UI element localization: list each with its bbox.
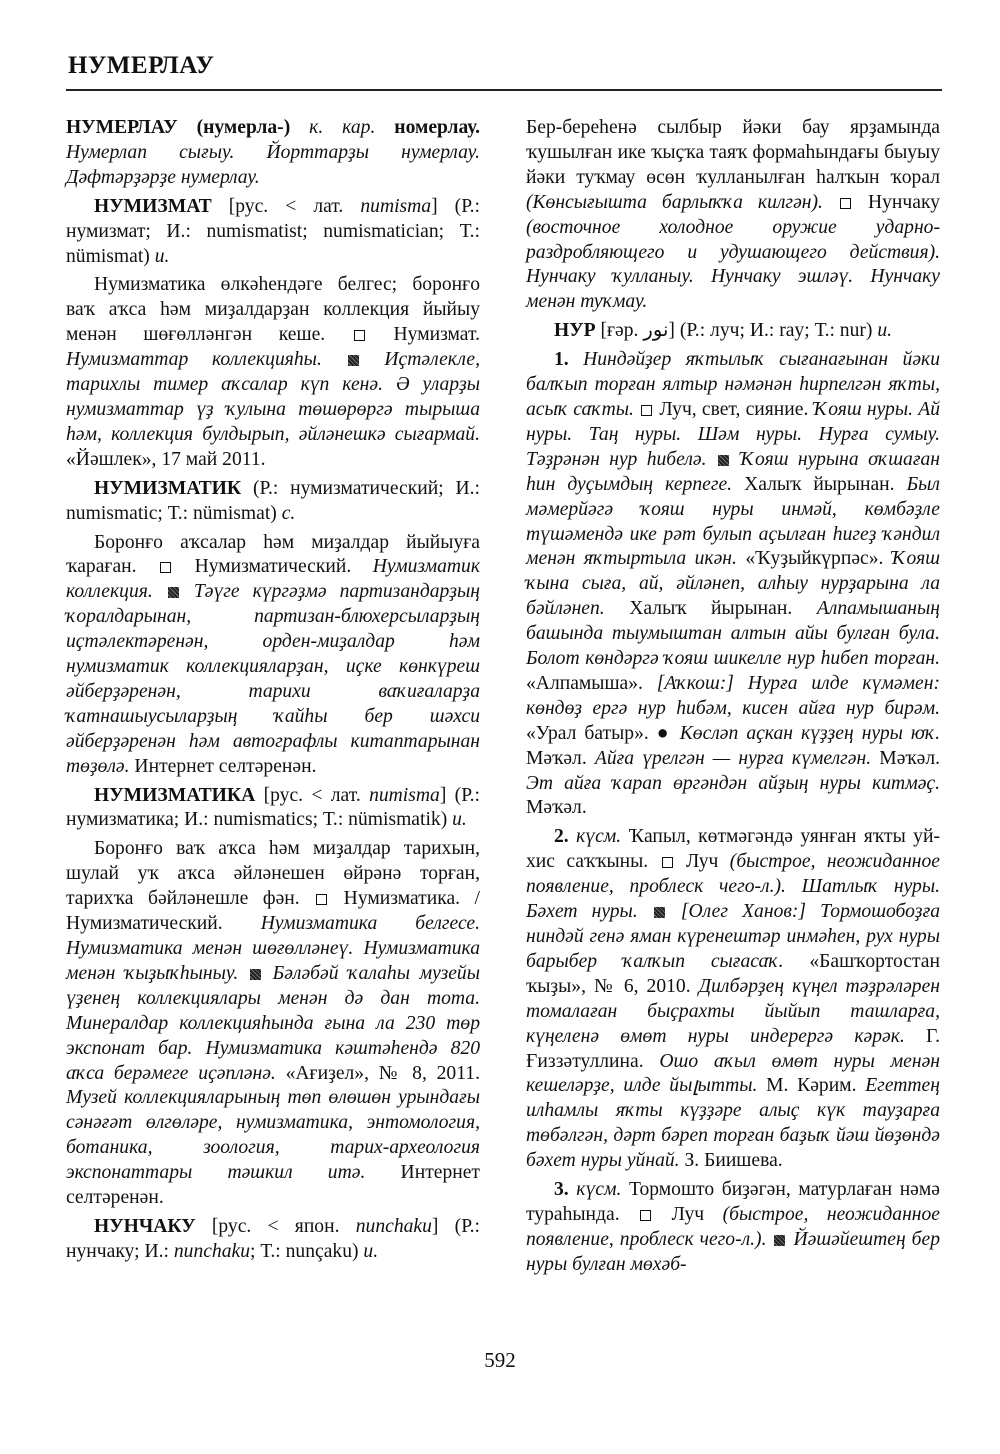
translation: Нумизматический.	[173, 556, 373, 578]
translation: Нумизматика. / Нумизматический.	[66, 888, 480, 935]
citation: Ҡояш ҡына сыға, ай, әйләнеп, алһыу нурҙарына ла бәйләнеп.	[526, 548, 940, 620]
definition-text: Боронғо ваҡ аҡса һәм миҙалдар тарихын, шулай уҡ аҡса әйләнешен өйрәнә торған, тарихҡа бәйләнешле фән.	[66, 838, 480, 910]
open-square-icon	[160, 562, 171, 573]
source: «Урал батыр».	[526, 722, 657, 744]
sense-number: 3.	[554, 1179, 569, 1201]
sense-2	[526, 825, 940, 1174]
source: Халыҡ йырынан.	[732, 473, 907, 495]
entry-numizmatika	[66, 784, 480, 834]
definition	[526, 116, 940, 315]
headword: НУНЧАКУ	[94, 1215, 196, 1237]
source: «Башҡортостан ҡыҙы», № 6, 2010.	[526, 950, 940, 997]
example: (быстрое, неожиданное появление, проблеск чего-л.). Шатлыҡ нуры. Бәхет нуры.	[526, 851, 940, 923]
usage-label: күсм.	[568, 826, 622, 848]
open-square-icon	[316, 894, 327, 905]
citation: Ошо аҡыл өмөт нуры менән кешеләрҙе, илде йыլытты.	[526, 1050, 940, 1097]
source: Мәҡәл.	[526, 797, 587, 819]
proverb: Эт айға ҡарап өргәндән айҙың нуры китмәҫ.	[526, 772, 940, 794]
entry-numizmatik	[66, 477, 480, 527]
source: Г. Ғиззәтуллина.	[526, 1025, 940, 1072]
entry-text: (нумерла-)	[177, 117, 310, 138]
source: З. Биишева.	[679, 1150, 783, 1172]
proverb: Көсләп аҫкан күҙҙең нуры юҡ.	[671, 722, 940, 744]
citation: Ҡояш нурына оҡшаған һин дуҫымдың керпеге.	[526, 448, 940, 495]
bullet-icon: ●	[656, 722, 672, 744]
citation-square-icon	[718, 455, 729, 466]
headword: НУМИЗМАТ	[94, 195, 212, 217]
grammar-label: к. кар.	[309, 117, 376, 138]
source: «Йәшлек», 17 май 2011.	[66, 448, 266, 470]
source: Интернет селтәренән.	[129, 755, 317, 777]
etymon: nunchaku	[355, 1215, 432, 1237]
entry-nunchaku	[66, 1215, 480, 1265]
definition	[66, 837, 480, 1211]
citation: [Аҡкош:] Нурға илде күмәмен: көндөҙ ергә нур һибәм, кисен айға нур бирәм.	[526, 672, 940, 719]
example: (быстрое, неожиданное появление, проблеск чего-л.).	[526, 1203, 941, 1250]
etymon: nunchaku	[173, 1240, 251, 1262]
definition-text: Нумизматика өлкәһендәге белгес; боронғо ваҡ аҡса һәм миҙалдарҙан коллекция йыйыу менән шөғөлләнгән кеше.	[66, 274, 480, 346]
citation: Иҫтәлекле, тарихлы тимер аҡсалар күп кенә. Ә уларҙы нумизматтар үҙ ҡулына төшөрөргә тырыша һәм, коллекция булдырып, әйләнешкә сығармай.	[66, 349, 480, 445]
right-column	[526, 116, 940, 1282]
open-square-icon	[662, 857, 673, 868]
etymon: numisma	[360, 195, 432, 217]
left-column	[66, 116, 480, 1269]
citation-square-icon	[654, 907, 665, 918]
example: (восточное холодное оружие ударно-раздробляющего и удушающего действия). Нунчаку ҡулланыу. Нунчаку эшләү. Нунчаку менән туҡмау.	[526, 216, 940, 313]
headword: НУМЕРЛАУ	[66, 117, 178, 138]
citation: Тәүге күргәҙмә партизандарҙың ҡоралдарынан, партизан-блюхерсыларҙың иҫтәлектәренән, орден-миҙалдар һәм нумизматик коллекцияларҙан, иҫке көнкүреш әйберҙәренән, тарихи ваҡиғаларҙа ҡатнашыусыларҙың ҡайһы бер шәхси әйберҙәренән һәм автографлы китаптарынан төҙөлә.	[66, 581, 480, 777]
citation: Был мәмерйәгә ҡояш нуры инмәй, көмбәҙле түшәмендә ике рәт булып аҫылған һигеҙ ҡәндил менән яҡтыртыла икән.	[526, 473, 940, 570]
source: «Ағиҙел», № 8, 2011.	[275, 1062, 480, 1084]
sense-1	[526, 348, 940, 821]
entry-numerlau	[66, 116, 480, 191]
citation-square-icon	[348, 355, 359, 366]
open-square-icon	[840, 198, 851, 209]
definition-text: Боронғо аҡсалар һәм миҙалдар йыйыуға ҡараған.	[66, 531, 480, 578]
headword: НУМИЗМАТИК	[94, 477, 242, 499]
translation: Нумизмат.	[366, 324, 480, 346]
citation: Бәләбәй ҡалаһы музейы үҙенең коллекциялары менән дә дан тота. Минералдар коллекцияһында ғына ла 230 төр экспонат бар. Нумизматика кәштәһендә 820 аҡса берәмеге иҫәпләнә.	[66, 962, 480, 1084]
entry-nur	[526, 319, 940, 344]
entry-text: ] (Р.: нумизматика; И.: numismatics; Т.: nümismatik)	[66, 784, 480, 831]
page-number: 592	[484, 1348, 516, 1372]
definition	[66, 273, 480, 472]
example: Нумизматтар коллекцияһы.	[66, 349, 322, 371]
grammar-label: с.	[281, 502, 296, 524]
citation: Егеттең илһамлы яҡты күҙҙәре алыҫ күк тауҙарға төбәлгән, дәрт бәреп торған баҙыҡ йәш йөҙөндә бәхет нуры уйнай.	[526, 1075, 940, 1172]
headword: НУМИЗМАТИКА	[94, 784, 256, 806]
grammar-label: и.	[154, 245, 170, 267]
example: Ҡояш нуры. Ай нуры. Таң нуры. Шәм нуры. Нурға сумыу. Тәҙрәнән нур һибелә.	[526, 398, 940, 470]
translation: Нунчаку	[852, 191, 940, 213]
citation-square-icon	[168, 587, 179, 598]
sense-number: 2.	[554, 826, 569, 848]
etymon: numisma	[369, 784, 440, 806]
citation-square-icon	[774, 1235, 785, 1246]
definition	[66, 531, 480, 780]
translation: Луч	[653, 1203, 723, 1225]
citation: Дилбәрҙең күңел тәҙрәләрен томалаған быҫрахты йыйып ташларға, күңеленә өмөт нуры индерергә кәрәк.	[526, 975, 940, 1047]
definition-text: Ҡапыл, көтмәгәндә уянған яҡты уй-хис саҡҡыны.	[526, 826, 940, 873]
citation: [Олег Ханов:] Тормошобоҙға ниндәй генә яман күренештәр инмәһен, рух нуры барыбер ҡалҡып сығасаҡ.	[526, 901, 941, 972]
citation: Алпамышаның башында тыумыштан алтын айы булған була. Болот көндәргә ҡояш шикелле нур һибеп торған.	[526, 598, 940, 670]
entry-text: [рус. < лат.	[211, 195, 361, 217]
entry-text: ] (Р.: нумизмат; И.: numismatist; numismatician; Т.: nümismat)	[66, 195, 480, 267]
source: Халыҡ йырынан.	[604, 598, 817, 620]
entry-text: [рус. < япон.	[195, 1215, 356, 1237]
citation-square-icon	[250, 969, 261, 980]
citation: Йәшәйештең бер нуры булған мөхәб-	[526, 1228, 940, 1275]
source: Мәҡәл.	[871, 747, 941, 769]
open-square-icon	[641, 405, 652, 416]
open-square-icon	[354, 330, 365, 341]
source: «Ҡуҙыйкүрпәс».	[736, 548, 892, 570]
open-square-icon	[640, 1210, 651, 1221]
source: М. Кәрим.	[757, 1075, 866, 1097]
translation: Луч, свет, сияние.	[654, 398, 814, 420]
grammar-label: и.	[877, 320, 893, 342]
definition-text: Бер-береһенә сылбыр йәки бау ярҙамында ҡушылған ике ҡыҫҡа таяҡ формаһындағы быуыу йәки туҡмау өсөн ҡулланылған һалҡын ҡорал	[526, 117, 940, 188]
entry-text: [рус. < лат.	[255, 784, 370, 806]
proverb: Айға үрелгән — нурға күмелгән.	[594, 747, 872, 769]
grammar-label: и.	[452, 809, 467, 831]
definition-text: Ниндәйҙер яҡтылыҡ сығанағынан йәки балҡып торған ялтыр нәмәнән һирпелгән яҡты, асыҡ саҡты.	[526, 349, 940, 420]
entry-numizmat	[66, 195, 480, 270]
running-head: НУМЕРЛАУ	[68, 52, 215, 79]
note: (Көнсығышта барлыҡҡа килгән).	[526, 191, 823, 213]
entry-text: ; Т.: nunçaku)	[250, 1240, 364, 1262]
translation: Луч	[674, 851, 730, 873]
header-rule	[66, 89, 942, 91]
entry-text: [ғәр. نور] (Р.: луч; И.: ray; Т.: nur)	[595, 320, 878, 342]
example: Нумерлап сығыу. Йорттарҙы нумерлау. Дәфтәрҙәрҙе нумерлау.	[66, 141, 480, 188]
translation: номерлау.	[375, 117, 480, 138]
grammar-label: и.	[363, 1240, 379, 1262]
source: Интернет селтәренән.	[66, 1162, 480, 1209]
entry-text: (Р.: нумизматический; И.: numismatic; Т.: nümismat)	[66, 477, 480, 524]
definition-text: Тормошто биҙәгән, матурлаған нәмә тураһында.	[526, 1179, 940, 1225]
sense-number: 1.	[554, 349, 569, 371]
usage-label: күсм.	[568, 1179, 622, 1201]
source: Мәҡәл.	[526, 747, 595, 769]
headword: НУР	[554, 320, 596, 342]
source: «Алпамыша».	[526, 672, 657, 694]
citation: Музей коллекцияларының төп өлөшөн урындағы сәнәғәт өлгөләре, нумизматика, энтомология, ботаника, зоология, тарих-археология экспонаттары тәшкил итә.	[66, 1087, 480, 1184]
sense-3	[526, 1178, 940, 1278]
entry-text: ] (Р.: нунчаку; И.:	[66, 1215, 480, 1262]
example: Нумизматика белгесе. Нумизматика менән шөғөлләнеү. Нумизматика менән ҡыҙыҡһыныу.	[66, 913, 480, 984]
example: Нумизматик коллекция.	[66, 556, 480, 603]
